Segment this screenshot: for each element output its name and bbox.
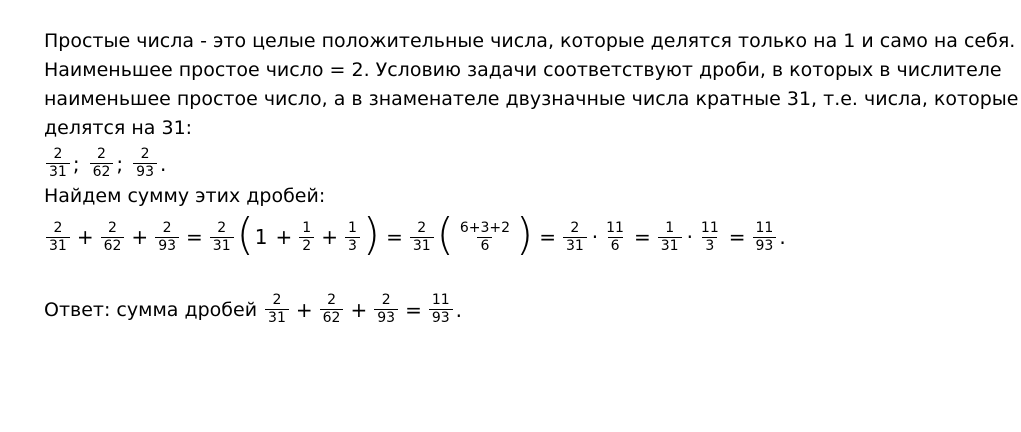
numerator: 6+3+2	[459, 219, 511, 236]
equals-sign: =	[539, 225, 556, 249]
denominator: 93	[429, 309, 453, 327]
fraction	[603, 220, 627, 255]
denominator: 31	[410, 237, 434, 255]
result-fraction	[753, 220, 777, 255]
fraction	[265, 292, 289, 327]
left-paren: (	[236, 209, 254, 260]
multiply-dot: ·	[686, 225, 693, 249]
fraction-2-62	[90, 146, 114, 181]
intro-line-1: Простые числа - это целые положительные числа, которые делятся только на 1 и само на себя.	[44, 30, 1016, 52]
numerator: 2	[108, 219, 117, 236]
numerator: 2	[327, 292, 337, 308]
sum-calculation	[44, 209, 1004, 260]
numerator: 2	[97, 146, 106, 162]
plus-sign: +	[275, 225, 293, 249]
fraction	[658, 220, 682, 255]
fraction	[698, 220, 722, 255]
answer-result-fraction	[429, 292, 453, 327]
right-paren: )	[362, 209, 381, 260]
fraction	[410, 220, 434, 255]
period: .	[455, 297, 463, 322]
numerator: 2	[570, 219, 580, 236]
equals-sign: =	[186, 225, 203, 249]
numerator: 2	[53, 219, 63, 236]
plus-sign: +	[350, 297, 368, 322]
numerator: 2	[140, 146, 150, 162]
denominator: 93	[155, 237, 179, 255]
fraction	[374, 292, 398, 327]
fraction	[101, 220, 125, 255]
denominator: 62	[320, 309, 344, 327]
numerator: 2	[272, 292, 282, 308]
denominator: 93	[753, 237, 777, 255]
fraction	[210, 220, 234, 255]
period: .	[779, 225, 786, 249]
left-paren: (	[436, 209, 454, 260]
numerator: 1	[347, 219, 357, 236]
fraction-2-31	[46, 146, 70, 181]
intro-line-4: делятся на 31:	[44, 117, 193, 139]
fraction-half	[299, 220, 314, 255]
numerator: 11	[431, 292, 450, 308]
denominator: 31	[46, 163, 70, 181]
fraction-sixths	[457, 220, 513, 255]
fraction	[46, 220, 70, 255]
fraction	[155, 220, 179, 255]
denominator: 31	[46, 237, 70, 255]
fraction-third	[345, 220, 360, 255]
plus-sign: +	[321, 225, 338, 249]
numerator: 2	[53, 146, 63, 162]
sum-heading: Найдем сумму этих дробей:	[44, 185, 326, 207]
multiply-dot: ·	[591, 225, 599, 249]
numerator: 1	[302, 219, 312, 236]
denominator: 3	[702, 237, 717, 255]
one: 1	[254, 225, 268, 249]
intro-line-3: наименьшее простое число, а в знаменателе двузначные числа кратные 31, т.е. числа, которые	[44, 88, 1019, 110]
numerator: 2	[162, 219, 172, 236]
denominator: 31	[210, 237, 234, 255]
numerator: 1	[665, 219, 675, 236]
numerator: 2	[217, 219, 227, 236]
numerator: 2	[417, 219, 427, 236]
denominator: 31	[563, 237, 587, 255]
denominator: 31	[658, 237, 682, 255]
denominator: 62	[101, 237, 125, 255]
numerator: 11	[755, 219, 774, 236]
denominator: 62	[90, 163, 114, 181]
intro-line-2: Наименьшее простое число = 2. Условию задачи соответствуют дроби, в которых в числителе	[44, 59, 1002, 81]
denominator: 6	[477, 237, 492, 255]
plus-sign: +	[76, 225, 94, 249]
equals-sign: =	[386, 225, 403, 249]
answer-label: Ответ: сумма дробей	[44, 298, 258, 321]
semicolon: ;	[116, 151, 124, 176]
fraction	[320, 292, 344, 327]
equals-sign: =	[633, 225, 651, 249]
numerator: 11	[700, 219, 719, 236]
equals-sign: =	[728, 225, 746, 249]
numerator: 2	[381, 292, 391, 308]
semicolon: ;	[72, 151, 80, 176]
plus-sign: +	[295, 297, 313, 322]
plus-sign: +	[131, 225, 149, 249]
document-body	[44, 27, 1019, 327]
denominator: 31	[265, 309, 289, 327]
denominator: 93	[133, 163, 157, 181]
fraction	[563, 220, 587, 255]
fraction-2-93	[133, 146, 157, 181]
denominator: 6	[608, 237, 623, 255]
denominator: 93	[374, 309, 398, 327]
period: .	[159, 151, 167, 176]
equals-sign: =	[405, 297, 422, 322]
denominator: 3	[345, 237, 360, 255]
answer-line	[44, 292, 1004, 327]
right-paren: )	[516, 209, 534, 260]
denominator: 2	[299, 237, 314, 255]
numerator: 11	[606, 219, 624, 236]
fraction-list	[44, 146, 1004, 181]
